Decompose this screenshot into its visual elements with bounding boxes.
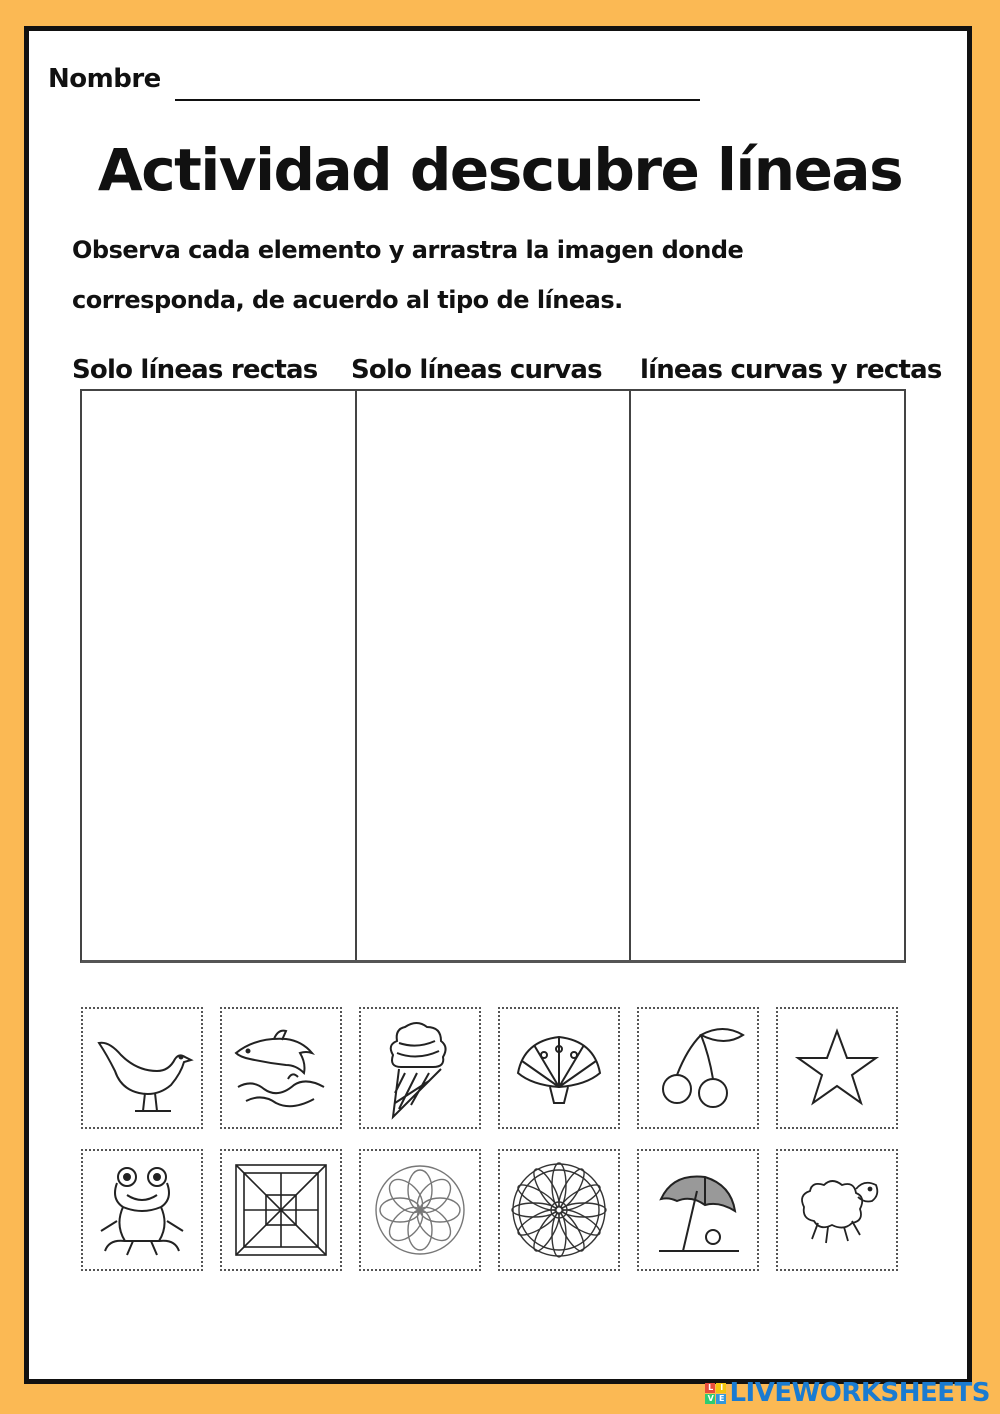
draggable-card-ice-cream[interactable] <box>359 1007 481 1129</box>
drop-zone-straight[interactable] <box>82 391 357 960</box>
geometric-flower-icon <box>365 1155 475 1265</box>
draggable-card-sheep[interactable] <box>776 1149 898 1271</box>
draggable-card-mandala[interactable] <box>498 1149 620 1271</box>
draggable-card-frog[interactable] <box>81 1149 203 1271</box>
column-header-mixed: líneas curvas y rectas <box>640 355 942 385</box>
draggable-card-square-pattern[interactable] <box>220 1149 342 1271</box>
sorting-table <box>80 389 906 963</box>
draggable-card-bird[interactable] <box>81 1007 203 1129</box>
name-label: Nombre <box>48 64 161 94</box>
column-header-curved: Solo líneas curvas <box>351 355 602 385</box>
name-input-line[interactable] <box>175 99 700 101</box>
mandala-icon <box>504 1155 614 1265</box>
square-pattern-icon <box>226 1155 336 1265</box>
column-header-straight: Solo líneas rectas <box>72 355 318 385</box>
fan-icon <box>504 1013 614 1123</box>
draggable-card-cherries[interactable] <box>637 1007 759 1129</box>
dolphin-icon <box>226 1013 336 1123</box>
drop-zone-mixed[interactable] <box>631 391 904 960</box>
instruction-line-2: corresponda, de acuerdo al tipo de líneas. <box>72 286 623 314</box>
draggable-card-beach-umbrella[interactable] <box>637 1149 759 1271</box>
frog-icon <box>87 1155 197 1265</box>
ice-cream-icon <box>365 1013 475 1123</box>
star-icon <box>782 1013 892 1123</box>
sheep-icon <box>782 1155 892 1265</box>
beach-umbrella-icon <box>643 1155 753 1265</box>
draggable-card-dolphin[interactable] <box>220 1007 342 1129</box>
liveworksheets-brand <box>705 1378 990 1408</box>
page-title: Actividad descubre líneas <box>97 136 903 204</box>
draggable-card-geometric-flower[interactable] <box>359 1149 481 1271</box>
instruction-line-1: Observa cada elemento y arrastra la imagen donde <box>72 236 744 264</box>
cherries-icon <box>643 1013 753 1123</box>
bird-icon <box>87 1013 197 1123</box>
draggable-card-star[interactable] <box>776 1007 898 1129</box>
liveworksheets-logo-icon: L I V E <box>705 1383 726 1404</box>
drop-zone-curved[interactable] <box>357 391 632 960</box>
draggable-card-fan[interactable] <box>498 1007 620 1129</box>
brand-text: LIVEWORKSHEETS <box>729 1378 990 1408</box>
